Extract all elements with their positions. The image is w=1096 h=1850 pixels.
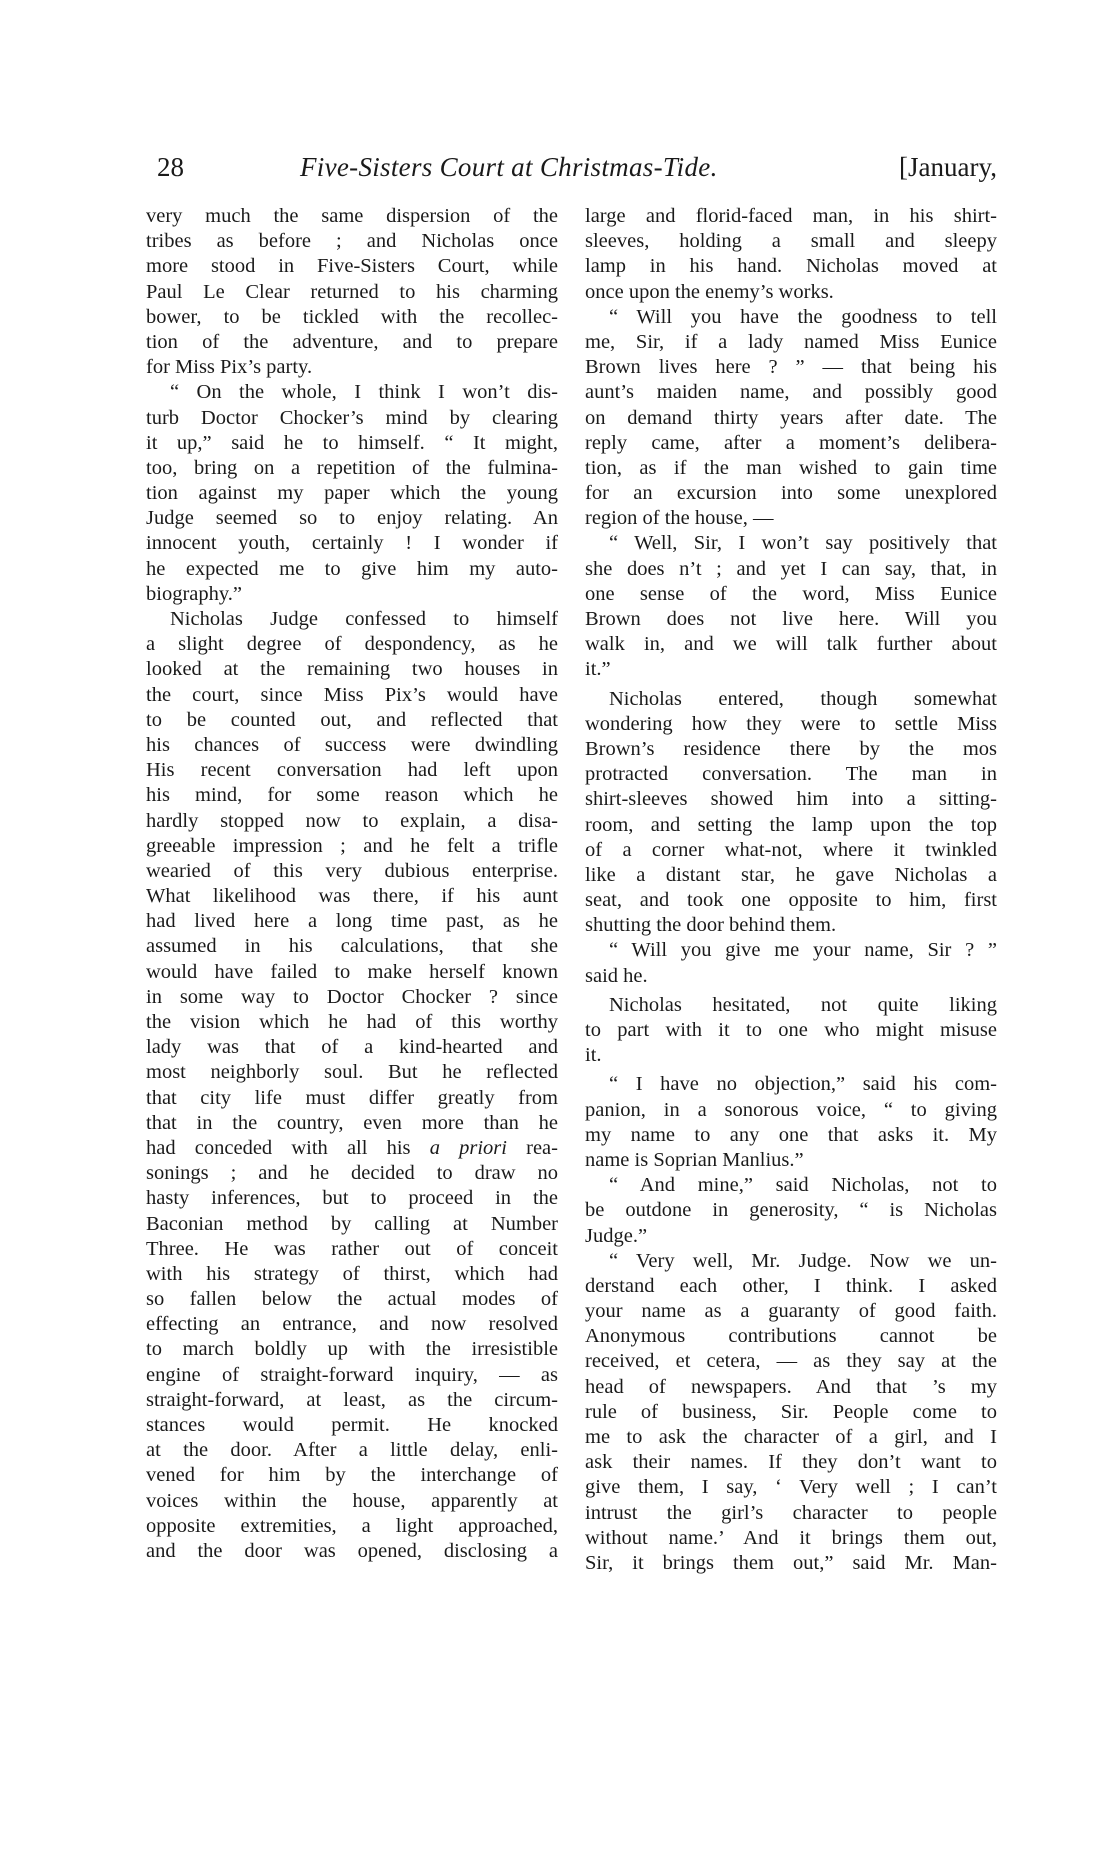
text-line: What likelihood was there, if his aunt bbox=[146, 885, 558, 908]
text-line: had lived here a long time past, as he bbox=[146, 910, 558, 933]
text-line: vened for him by the interchange of bbox=[146, 1464, 558, 1487]
text-line: name is Soprian Manlius.” bbox=[585, 1148, 804, 1171]
text-line: tion, as if the man wished to gain time bbox=[585, 456, 997, 479]
text-line: with his strategy of thirst, which had bbox=[146, 1262, 558, 1285]
text-line: it. bbox=[585, 1044, 602, 1067]
text-line: wondering how they were to settle Miss bbox=[585, 712, 997, 735]
text-line: in some way to Doctor Chocker ? since bbox=[146, 985, 558, 1008]
text-line: “ Very well, Mr. Judge. Now we un- bbox=[609, 1249, 997, 1272]
text-line: opposite extremities, a light approached, bbox=[146, 1514, 558, 1537]
right-text-column bbox=[585, 204, 997, 1576]
text-line: Nicholas entered, though somewhat bbox=[609, 687, 997, 710]
text-line: engine of straight-forward inquiry, — as bbox=[146, 1363, 558, 1386]
page-number: 28 bbox=[157, 152, 184, 182]
text-line: lamp in his hand. Nicholas moved at bbox=[585, 255, 997, 278]
text-line: received, et cetera, — as they say at the bbox=[585, 1350, 997, 1373]
text-line: to be counted out, and reflected that bbox=[146, 708, 558, 731]
text-line: to part with it to one who might misuse bbox=[585, 1019, 997, 1041]
text-line: give them, I say, ‘ Very well ; I can’t bbox=[585, 1476, 997, 1499]
text-line: one sense of the word, Miss Eunice bbox=[585, 582, 997, 605]
running-header bbox=[155, 152, 997, 186]
text-line: Baconian method by calling at Number bbox=[146, 1212, 558, 1235]
text-line: the vision which he had of this worthy bbox=[146, 1011, 558, 1033]
text-line: so fallen below the actual modes of bbox=[146, 1288, 558, 1311]
text-line: reply came, after a moment’s delibera- bbox=[585, 431, 997, 454]
text-line: shutting the door behind them. bbox=[585, 914, 837, 937]
text-line: it up,” said he to himself. “ It might, bbox=[146, 431, 558, 454]
text-line: his chances of success were dwindling bbox=[146, 733, 558, 756]
text-line: for an excursion into some unexplored bbox=[585, 482, 997, 505]
text-line: a slight degree of despondency, as he bbox=[146, 633, 558, 656]
text-line: my name to any one that asks it. My bbox=[585, 1123, 997, 1146]
text-line: “ Will you give me your name, Sir ? ” bbox=[609, 939, 997, 962]
text-line: wearied of this very dubious enterprise. bbox=[146, 859, 558, 882]
text-line: at the door. After a little delay, enli- bbox=[146, 1439, 558, 1462]
text-line: Brown’s residence there by the mos bbox=[585, 737, 997, 760]
text-line: said he. bbox=[585, 964, 648, 987]
text-line: assumed in his calculations, that she bbox=[146, 935, 558, 958]
text-line: Brown does not live here. Will you bbox=[585, 608, 997, 630]
text-line: hardly stopped now to explain, a disa- bbox=[146, 809, 558, 832]
text-line: walk in, and we will talk further about bbox=[585, 633, 997, 656]
text-line: very much the same dispersion of the bbox=[146, 205, 558, 227]
text-line: seat, and took one opposite to him, first bbox=[585, 889, 997, 912]
text-line: she does n’t ; and yet I can say, that, in bbox=[585, 557, 997, 580]
text-line: to march boldly up with the irresistible bbox=[146, 1338, 558, 1361]
text-line: room, and setting the lamp upon the top bbox=[585, 813, 997, 836]
text-line: shirt-sleeves showed him into a sitting- bbox=[585, 788, 997, 811]
text-line: your name as a guaranty of good faith. bbox=[585, 1300, 997, 1323]
text-line: most neighborly soul. But he reflected bbox=[146, 1061, 558, 1084]
left-text-column bbox=[146, 204, 558, 1564]
text-line: stances would permit. He knocked bbox=[146, 1414, 558, 1436]
text-line: sonings ; and he decided to draw no bbox=[146, 1162, 558, 1185]
text-line: would have failed to make herself known bbox=[146, 960, 558, 983]
text-line: innocent youth, certainly ! I wonder if bbox=[146, 532, 558, 555]
text-line: like a distant star, he gave Nicholas a bbox=[585, 863, 997, 886]
text-line: intrust the girl’s character to people bbox=[585, 1501, 997, 1524]
text-line: his mind, for some reason which he bbox=[146, 784, 558, 807]
text-line: greeable impression ; and he felt a trifle bbox=[146, 834, 558, 857]
text-line: bower, to be tickled with the recollec- bbox=[146, 305, 558, 328]
text-line: it.” bbox=[585, 658, 611, 681]
text-line: the court, since Miss Pix’s would have bbox=[146, 683, 558, 706]
text-line: “ And mine,” said Nicholas, not to bbox=[609, 1174, 997, 1197]
text-line: tion against my paper which the young bbox=[146, 482, 558, 505]
text-line: His recent conversation had left upon bbox=[146, 759, 558, 782]
text-line: lady was that of a kind-hearted and bbox=[146, 1036, 558, 1059]
text-line: effecting an entrance, and now resolved bbox=[146, 1313, 558, 1336]
text-line: of a corner what-not, where it twinkled bbox=[585, 838, 997, 861]
italic-phrase: a priori bbox=[429, 1136, 507, 1159]
text-line: protracted conversation. The man in bbox=[585, 763, 997, 786]
text-line: hasty inferences, but to proceed in the bbox=[146, 1187, 558, 1210]
text-line: Three. He was rather out of conceit bbox=[146, 1237, 558, 1260]
text-line: me to ask the character of a girl, and I bbox=[585, 1426, 997, 1448]
text-line: me, Sir, if a lady named Miss Eunice bbox=[585, 330, 997, 353]
text-line: large and florid-faced man, in his shirt- bbox=[585, 205, 997, 227]
text-line: looked at the remaining two houses in bbox=[146, 658, 558, 681]
text-line: aunt’s maiden name, and possibly good bbox=[585, 381, 997, 404]
text-line: tion of the adventure, and to prepare bbox=[146, 330, 558, 353]
text-line: on demand thirty years after date. The bbox=[585, 406, 997, 429]
text-line: Nicholas Judge confessed to himself bbox=[170, 608, 558, 630]
text-line: he expected me to give him my auto- bbox=[146, 557, 558, 580]
issue-month: [January, bbox=[899, 152, 997, 182]
text-line: sleeves, holding a small and sleepy bbox=[585, 230, 997, 253]
running-title: Five-Sisters Court at Christmas-Tide. bbox=[300, 152, 718, 182]
text-line: “ On the whole, I think I won’t dis- bbox=[170, 381, 558, 404]
text-line: panion, in a sonorous voice, “ to giving bbox=[585, 1098, 997, 1121]
text-line: Judge.” bbox=[585, 1224, 648, 1247]
text-line: be outdone in generosity, “ is Nicholas bbox=[585, 1199, 997, 1222]
text-line: biography.” bbox=[146, 582, 243, 605]
text-line: once upon the enemy’s works. bbox=[585, 280, 834, 303]
text-line: Sir, it brings them out,” said Mr. Man- bbox=[585, 1551, 997, 1574]
text-line: region of the house, — bbox=[585, 507, 774, 530]
text-line: more stood in Five-Sisters Court, while bbox=[146, 255, 558, 278]
text-line: that city life must differ greatly from bbox=[146, 1086, 558, 1109]
text-line: head of newspapers. And that ’s my bbox=[585, 1375, 997, 1398]
text-line: rule of business, Sir. People come to bbox=[585, 1400, 997, 1423]
text-line: Judge seemed so to enjoy relating. An bbox=[146, 507, 558, 530]
text-line: voices within the house, apparently at bbox=[146, 1489, 558, 1512]
text-line: too, bring on a repetition of the fulmina- bbox=[146, 456, 558, 479]
text-line: turb Doctor Chocker’s mind by clearing bbox=[146, 406, 558, 429]
text-line: straight-forward, at least, as the circum- bbox=[146, 1388, 558, 1411]
text-line: Paul Le Clear returned to his charming bbox=[146, 280, 558, 303]
text-line: “ I have no objection,” said his com- bbox=[609, 1073, 997, 1096]
text-line: had conceded with all his a priori rea- bbox=[146, 1136, 558, 1159]
text-line: ask their names. If they don’t want to bbox=[585, 1451, 997, 1474]
text-line: Brown lives here ? ” — that being his bbox=[585, 356, 997, 379]
text-line: derstand each other, I think. I asked bbox=[585, 1274, 997, 1297]
text-line: “ Will you have the goodness to tell bbox=[609, 305, 997, 328]
text-line: “ Well, Sir, I won’t say positively that bbox=[609, 532, 997, 555]
text-line: Nicholas hesitated, not quite liking bbox=[609, 993, 997, 1016]
text-line: for Miss Pix’s party. bbox=[146, 356, 313, 379]
text-line: tribes as before ; and Nicholas once bbox=[146, 230, 558, 253]
text-line: without name.’ And it brings them out, bbox=[585, 1526, 997, 1549]
text-line: Anonymous contributions cannot be bbox=[585, 1325, 997, 1348]
text-line: and the door was opened, disclosing a bbox=[146, 1539, 558, 1562]
text-line: that in the country, even more than he bbox=[146, 1111, 558, 1134]
